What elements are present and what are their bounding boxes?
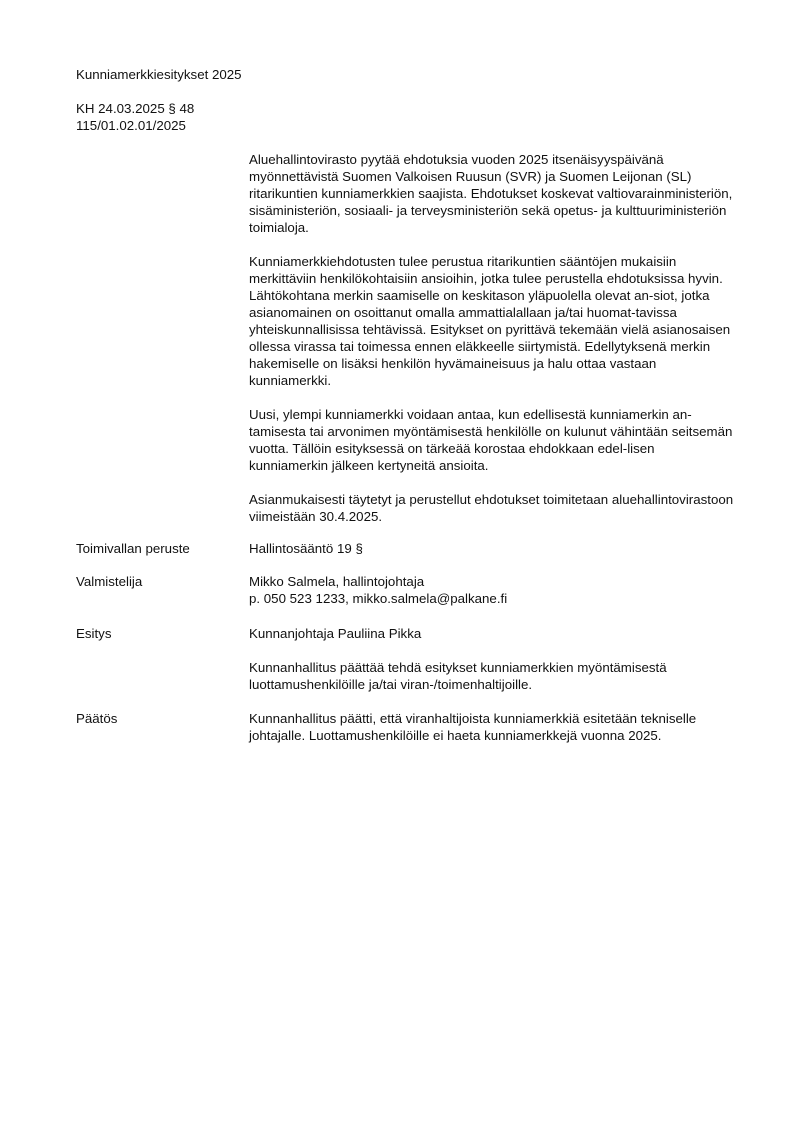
intro-paragraph-2: Kunniamerkkiehdotusten tulee perustua ritarikuntien sääntöjen mukaisiin merkittäviin henkilökohtaisiin ansioihin, jotka tulee perustella ehdotuksissa hyvin. Lähtökohtana merkin saamiselle on keskitason yläpuolella olevat an-siot, jotka asianomainen on osoittanut omalla ammattialallaan ja/tai huomat-tavissa yhteiskunnallisissa tehtävissä. Esitykset on pyrittävä tekemään vielä asianosaisen ollessa virassa tai toimessa ennen eläkkeelle siirtymistä. Edellytyksenä merkin hakemiselle on lisäksi henkilön hyvämaineisuus ja halu ottaa vastaan kunniamerkki. [249,254,731,388]
proposal-label: Esitys [76,626,112,641]
intro-paragraph-4: Asianmukaisesti täytetyt ja perustellut ehdotukset toimitetaan aluehallintovirastoon viimeistään 30.4.2025. [249,492,734,524]
record-number: 115/01.02.01/2025 [76,118,186,133]
preparer-label: Valmistelija [76,574,143,589]
intro-paragraph-3: Uusi, ylempi kunniamerkki voidaan antaa, kun edellisestä kunniamerkin an-tamisesta tai arvonimen myöntämisestä henkilölle on kulunut vähintään seitsemän vuotta. Tällöin esityksessä on tärkeää korostaa ehdokkaan edel-lisen kunniamerkin jälkeen kertyneitä ansioita. [249,407,733,473]
decision-label: Päätös [76,711,118,726]
authority-value: Hallintosääntö 19 § [249,541,363,556]
document-title: Kunniamerkkiesitykset 2025 [76,67,242,82]
document-meta [76,100,194,134]
intro-paragraph-1: Aluehallintovirasto pyytää ehdotuksia vuoden 2025 itsenäisyyspäivänä myönnettävistä Suomen Valkoisen Ruusun (SVR) ja Suomen Leijonan (SL) ritarikuntien kunniamerkkien saajista. Ehdotukset koskevat valtiovarainministeriön, sisäministeriön, sosiaali- ja terveysministeriön sekä opetus- ja kulttuuriministeriön toimialoja. [249,152,733,235]
intro-section [249,151,737,542]
preparer-contact: p. 050 523 1233, mikko.salmela@palkane.fi [249,591,508,606]
proposal-text: Kunnanhallitus päättää tehdä esitykset kunniamerkkien myöntämisestä luottamushenkilöille ja/tai viran-/toimenhaltijoille. [249,660,667,692]
authority-label: Toimivallan peruste [76,541,190,556]
meeting-reference: KH 24.03.2025 § 48 [76,101,195,116]
proposal-presenter: Kunnanjohtaja Pauliina Pikka [249,626,422,641]
preparer-name: Mikko Salmela, hallintojohtaja [249,574,425,589]
decision-text: Kunnanhallitus päätti, että viranhaltijoista kunniamerkkiä esitetään tekniselle johtajalle. Luottamushenkilöille ei haeta kunniamerkkejä vuonna 2025. [249,711,697,743]
